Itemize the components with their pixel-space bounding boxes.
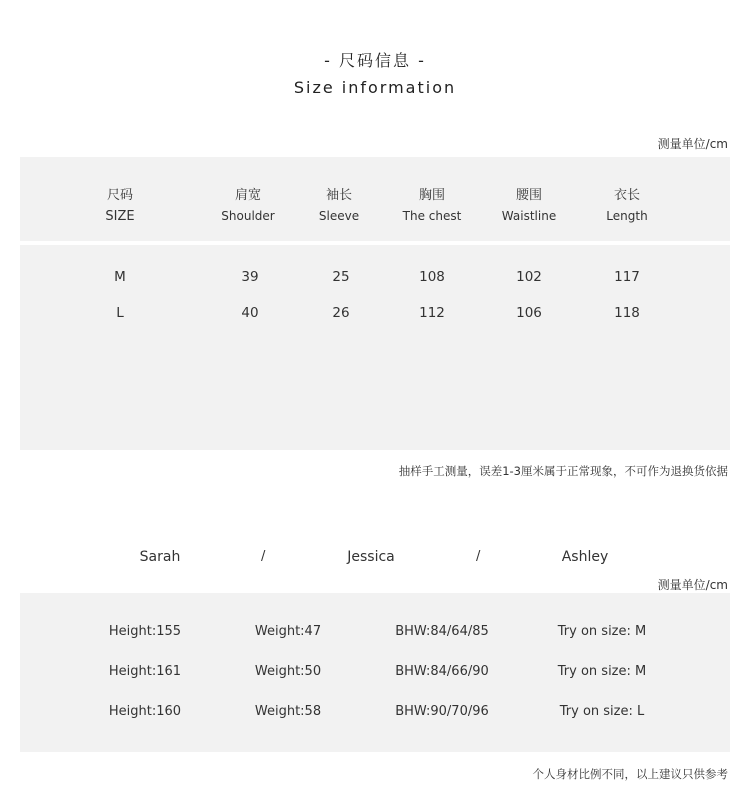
model-name-sarah: Sarah [139,549,181,565]
size-table-body [20,245,730,450]
header-length-cn: 衣长 [613,188,640,203]
header-sleeve-cn: 袖长 [325,188,352,203]
model-height: Height:161 [108,664,182,679]
cell-size: M [114,269,126,285]
page-title-cn: - 尺码信息 - [324,51,426,70]
models-unit: 测量单位/cm [657,578,728,592]
model-try-size: Try on size: L [559,704,645,719]
model-height: Height:155 [108,624,182,639]
header-size [70,184,170,224]
header-size-cn: 尺码 [106,188,133,203]
model-try-size: Try on size: M [557,664,647,679]
models-note: 个人身材比例不同，以上建议只供参考 [532,767,728,781]
size-table-unit: 测量单位/cm [657,137,728,151]
cell-waistline: 102 [516,269,542,285]
header-sleeve [289,184,389,223]
model-try-size: Try on size: M [557,624,647,639]
name-separator: / [261,549,266,564]
model-name-ashley: Ashley [561,549,609,565]
size-table-header [20,157,730,241]
models-table [20,593,730,752]
page-title-en: Size information [293,78,457,97]
cell-length: 118 [614,305,640,321]
header-sleeve-en: Sleeve [318,209,360,223]
header-size-en: SIZE [105,209,135,224]
model-height: Height:160 [108,704,182,719]
model-weight: Weight:58 [254,704,322,719]
model-weight: Weight:47 [254,624,322,639]
cell-chest: 108 [419,269,445,285]
header-waistline-en: Waistline [501,209,557,223]
model-weight: Weight:50 [254,664,322,679]
cell-sleeve: 26 [332,305,350,321]
cell-shoulder: 40 [241,305,259,321]
model-name-jessica: Jessica [347,549,395,565]
header-shoulder-en: Shoulder [221,209,275,223]
header-length [577,184,677,223]
header-length-en: Length [606,209,648,223]
model-bhw: BHW:84/66/90 [395,664,489,679]
header-chest [382,184,482,223]
model-bhw: BHW:90/70/96 [395,704,489,719]
header-waistline [479,184,579,223]
model-bhw: BHW:84/64/85 [395,624,489,639]
cell-size: L [116,305,124,321]
header-shoulder-cn: 肩宽 [234,188,261,203]
cell-length: 117 [614,269,640,285]
name-separator: / [476,549,481,564]
header-shoulder [198,184,298,223]
cell-waistline: 106 [516,305,542,321]
header-chest-cn: 胸围 [418,188,445,203]
cell-chest: 112 [419,305,445,321]
header-chest-en: The chest [402,209,462,223]
size-table-note: 抽样手工测量，误差1-3厘米属于正常现象，不可作为退换货依据 [398,464,728,478]
cell-shoulder: 39 [241,269,259,285]
cell-sleeve: 25 [332,269,350,285]
header-waistline-cn: 腰围 [515,188,542,203]
